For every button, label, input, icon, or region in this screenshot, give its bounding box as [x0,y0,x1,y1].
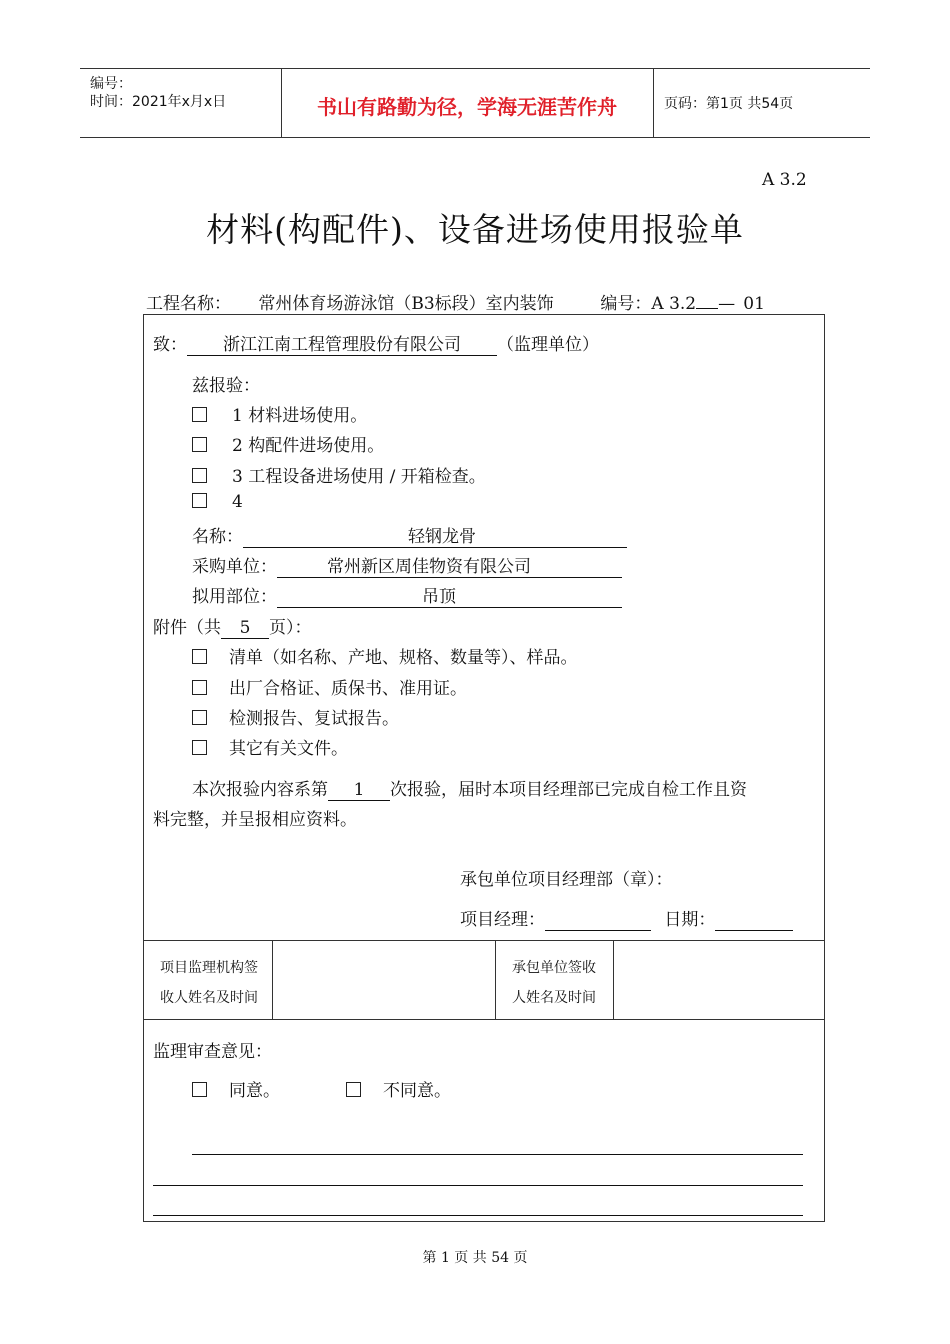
contractor-sign-line [460,905,793,931]
checkbox[interactable] [192,710,207,725]
attachments-line [153,613,312,639]
supervisor-sign-cell[interactable] [273,941,495,1019]
review-line-3[interactable] [153,1215,803,1216]
checkbox[interactable] [192,437,207,452]
attachments-count: 5 [221,618,269,639]
date-label: 日期： [664,910,716,930]
header-motto: 书山有路勤为径，学海无涯苦作舟 [317,95,617,119]
statement-line-1: 本次报验内容系第 1 次报验，届时本项目经理部已完成自检工作且资 [192,780,747,800]
field-name [192,522,627,548]
header-time: 时间：2021年x月x日 [90,94,227,110]
page-title: 材料(构配件)、设备进场使用报验单 [206,210,744,249]
statement-number: 1 [328,780,390,801]
manager-field[interactable] [545,910,651,931]
addressee-value: 浙江江南工程管理股份有限公司 [187,330,497,356]
header-page-info: 页码：第1页 共54页 [664,96,794,112]
option-4[interactable]: 4 [192,492,243,512]
date-field[interactable] [715,910,793,931]
project-code-dash: — [718,294,736,314]
header-number: 编号： [90,76,132,92]
checkbox[interactable] [192,1082,207,1097]
checkbox[interactable] [346,1082,361,1097]
project-line [146,289,773,315]
project-code-label: 编号： [600,294,652,314]
project-code-value: 01 [735,294,773,315]
checkbox[interactable] [192,680,207,695]
checkbox[interactable] [192,493,207,508]
attachment-item-2[interactable]: 出厂合格证、质保书、准用证。 [192,674,467,699]
addressee-suffix: （监理单位） [497,335,599,355]
page-header [80,68,870,138]
statement-line-2: 料完整，并呈报相应资料。 [153,810,357,830]
review-line-2[interactable] [153,1185,803,1186]
review-agree[interactable]: 同意。 [192,1076,280,1101]
checkbox[interactable] [192,407,207,422]
page-footer: 第 1 页 共 54 页 [422,1250,528,1266]
contractor-sign-label-2: 人姓名及时间 [512,990,596,1006]
field-location-value: 吊顶 [277,582,622,608]
project-name-label: 工程名称： [146,294,231,314]
attachments-suffix: 页）： [269,618,312,638]
checkbox[interactable] [192,468,207,483]
checkbox[interactable] [192,649,207,664]
option-1[interactable]: 1 材料进场使用。 [192,401,367,426]
project-code-prefix: A 3.2 [651,294,697,314]
field-buyer-value: 常州新区周佳物资有限公司 [277,552,622,578]
review-disagree[interactable]: 不同意。 [346,1076,451,1101]
contractor-sign-cell[interactable] [614,941,823,1019]
attachment-item-1[interactable]: 清单（如名称、产地、规格、数量等）、样品。 [192,643,578,668]
field-location-label: 拟用部位： [192,587,277,607]
supervisor-sign-label-2: 收人姓名及时间 [160,990,258,1006]
field-name-label: 名称： [192,527,243,547]
review-label: 监理审查意见： [153,1042,272,1062]
field-location [192,582,622,608]
addressee-line [153,330,599,356]
option-3[interactable]: 3 工程设备进场使用 / 开箱检查。 [192,462,486,487]
addressee-label: 致： [153,335,187,355]
attachment-item-4[interactable]: 其它有关文件。 [192,734,348,759]
attachments-prefix: 附件（共 [153,618,221,638]
contractor-dept-label: 承包单位项目经理部（章）： [460,870,673,890]
field-buyer-label: 采购单位： [192,557,277,577]
contractor-sign-label-1: 承包单位签收 [512,960,596,976]
field-name-value: 轻钢龙骨 [243,522,627,548]
supervisor-sign-label-1: 项目监理机构签 [160,960,258,976]
project-name-value: 常州体育场游泳馆（B3标段）室内装饰 [231,289,581,315]
intro-text: 兹报验： [192,376,260,396]
manager-label: 项目经理： [460,910,545,930]
attachment-item-3[interactable]: 检测报告、复试报告。 [192,704,399,729]
form-code: A 3.2 [762,170,807,190]
review-line-1[interactable] [192,1154,803,1155]
field-buyer [192,552,622,578]
checkbox[interactable] [192,740,207,755]
option-2[interactable]: 2 构配件进场使用。 [192,431,384,456]
